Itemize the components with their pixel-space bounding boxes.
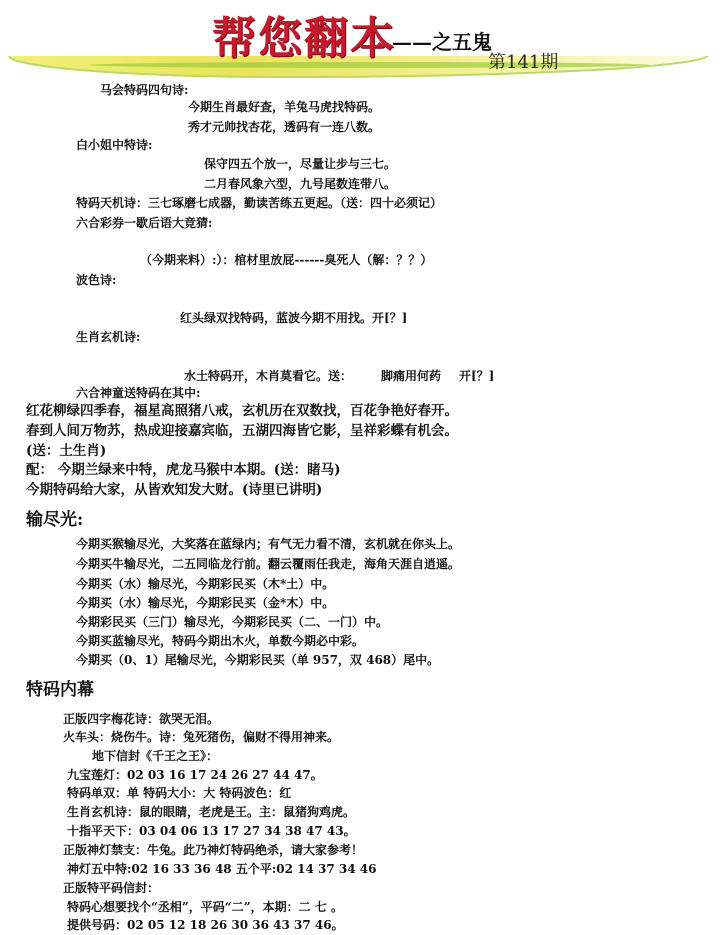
section-heading: 六合神童送特码在其中: xyxy=(76,386,201,400)
text-line: 神灯五中特:02 16 33 36 48 五个平:02 14 37 34 46 xyxy=(67,862,377,876)
text-line: 生肖玄机诗：鼠的眼睛，老虎是王。主：鼠猪狗鸡虎。 xyxy=(67,805,356,819)
text-line: 今期买（0、1）尾输尽光，今期彩民买（单 957，双 468）尾中。 xyxy=(76,653,440,667)
text-line: 今期买（水）输尽光，今期彩民买（金*木）中。 xyxy=(76,596,335,610)
page-title: 帮您翻本 xyxy=(212,13,396,64)
text-line: 水土特码开，木肖莫看它。送： xyxy=(184,369,353,383)
section-heading: 波色诗: xyxy=(76,273,117,287)
text-line: 地下信封《千王之王》： xyxy=(92,749,219,763)
text-line: 火车头：烧伤牛。诗：兔死猪伤，偏财不得用神来。 xyxy=(63,730,340,744)
text-line: （今期来料）:）：棺材里放屁------臭死人（解：？？） xyxy=(140,253,433,267)
text-line: 正版神灯禁支：牛兔。此乃神灯特码绝杀，请大家参考！ xyxy=(63,843,364,857)
poem-line: 保守四五个放一，尽量让步与三七。 xyxy=(204,157,397,171)
text-line: 特码天机诗：三七琢磨七成器，勤读苦练五更起。（送：四十必须记） xyxy=(76,196,443,210)
poem-line: 二月春风象六型，九号尾数连带八。 xyxy=(204,177,397,191)
text-line: 正版四字梅花诗：欲哭无泪。 xyxy=(63,712,220,726)
text-line: 正版特平码信封： xyxy=(63,881,160,895)
text-line: 今期买牛输尽光，二五同临龙行前。翻云覆雨任我走，海角天涯自逍遥。 xyxy=(76,557,461,571)
section-heading: 输尽光: xyxy=(26,510,84,530)
poem-line: 春到人间万物苏，热成迎接嘉宾临，五湖四海皆它影，呈祥彩蝶有机会。 xyxy=(26,423,458,439)
text-line: 九宝莲灯：02 03 16 17 24 26 27 44 47。 xyxy=(67,768,323,782)
text-line: 特码心想要找个“丞相”，平码“二”，本期：二 七 。 xyxy=(67,900,343,914)
text-line: 今期买猴输尽光，大奖落在蓝绿内；有气无力看不清，玄机就在你头上。 xyxy=(76,537,461,551)
text-line: 今期买蓝输尽光，特码今期出木火，单数今期必中彩。 xyxy=(76,634,365,648)
section-heading: 特码内幕 xyxy=(26,680,94,700)
text-line: 今期特码给大家，从皆欢知发大财。(诗里已讲明) xyxy=(26,482,323,498)
poem-line: 今期生肖最好查，羊兔马虎找特码。 xyxy=(188,100,381,114)
poem-line: 红花柳绿四季春，福星高照猪八戒，玄机历在双数找，百花争艳好春开。 xyxy=(26,403,458,419)
section-heading: 生肖玄机诗: xyxy=(76,330,141,344)
text-line: 十指平天下：03 04 06 13 17 27 34 38 47 43。 xyxy=(67,824,356,838)
text-line: 特码单双：单 特码大小：大 特码波色：红 xyxy=(67,786,292,800)
text-line: 配： 今期兰绿来中特，虎龙马猴中本期。(送：睹马) xyxy=(26,462,341,478)
section-heading: 六合彩券一歇后语大竞猜: xyxy=(76,216,213,230)
text-line: 红头绿双找特码，蓝波今期不用找。开[？] xyxy=(180,311,408,325)
text-line: 今期买（水）输尽光，今期彩民买（木*土）中。 xyxy=(76,577,335,591)
text-line: 提供号码：02 05 12 18 26 30 36 43 37 46。 xyxy=(67,918,344,932)
text-line: (送：土生肖) xyxy=(26,443,107,459)
text-line: 脚痛用何药 xyxy=(381,369,442,383)
section-heading: 白小姐中特诗: xyxy=(76,138,153,152)
header xyxy=(0,0,720,80)
text-line: 今期彩民买（三门）输尽光，今期彩民买（二、一门）中。 xyxy=(76,615,389,629)
page-subtitle: ——之五鬼 xyxy=(392,30,492,54)
issue-number: 第141期 xyxy=(488,52,559,73)
section-heading: 马会特码四句诗: xyxy=(100,83,189,97)
text-line: 开[？] xyxy=(459,369,495,383)
poem-line: 秀才元帅找杏花，透码有一连八数。 xyxy=(188,120,381,134)
